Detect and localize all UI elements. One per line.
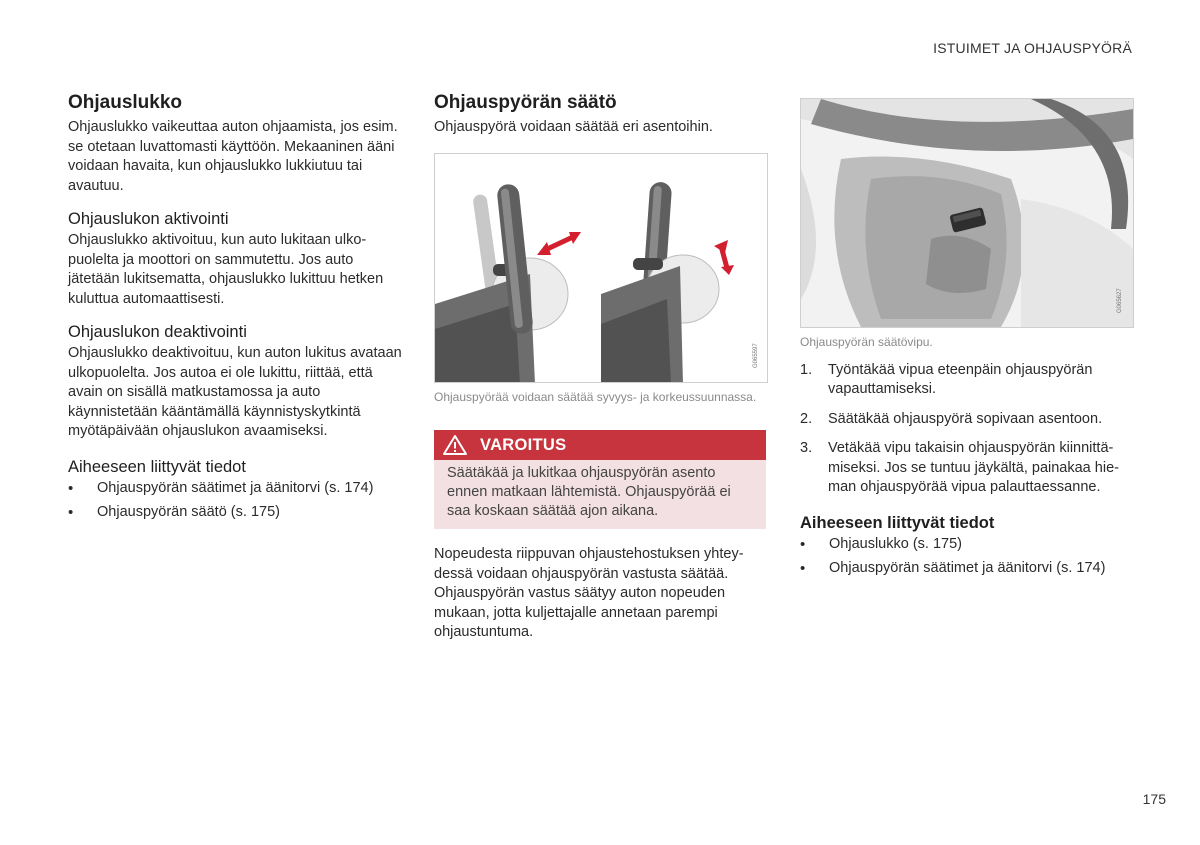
lever-illustration: [801, 99, 1133, 327]
step-number: 1.: [800, 361, 813, 378]
step-item: [800, 439, 1134, 498]
warning-triangle-icon: [442, 434, 468, 456]
figure-caption: Ohjauspyörää voidaan säätää syvyys- ja korkeussuunnassa.: [434, 389, 757, 404]
activation-text: Ohjauslukko aktivoituu, kun auto lukitaan ulkopuolelta ja moottori on sammutettu. Jos auto jätetään lukitsematta, ohjauslukko lukittuu hetken kuluttua automaattisesti.: [68, 232, 384, 307]
column-steering-lock: [68, 92, 403, 528]
warning-box: [434, 430, 766, 529]
step-text: Vetäkää vipu takaisin ohjauspyörän kiinnittämiseksi. Jos se tuntuu jäykältä, painakaa hieman ohjauspyörää vipua palauttaessanne.: [828, 440, 1119, 495]
figure-code: G065627: [1117, 288, 1123, 313]
related-heading: Aiheeseen liittyvät tiedot: [800, 513, 995, 532]
step-list: [800, 361, 1134, 498]
adjustment-title: Ohjauspyörän säätö: [434, 92, 617, 113]
steering-lock-intro: Ohjauslukko vaikeuttaa auton ohjaamista, jos esim. se otetaan luvattomasti käyttöön. Mekaaninen ääni voidaan havaita, kun ohjauslukko lukkiutuu tai avautuu.: [68, 119, 398, 194]
steering-lock-title: Ohjauslukko: [68, 92, 183, 113]
warning-text: Säätäkää ja lukitkaa ohjauspyörän asento ennen matkaan lähtemistä. Ohjauspyörää ei saa koskaan säätää ajon aikana.: [434, 460, 766, 529]
related-link[interactable]: • Ohjauspyörän säätö (s. 175): [68, 503, 403, 523]
column-lever: [800, 98, 1134, 584]
adjustment-body: Nopeudesta riippuvan ohjaustehostuksen yhteydessä voidaan ohjauspyörän vastusta säätää. Ohjauspyörän vastus säätyy auton nopeuden mukaan, jotta kuljettajalle annetaan parempi ohjaustuntuma.: [434, 546, 744, 640]
steering-adjust-figure: [434, 153, 768, 383]
figure-code: G065597: [753, 342, 759, 368]
step-text: Työntäkää vipua eteenpäin ohjauspyörän vapauttamiseksi.: [828, 361, 1093, 397]
deactivation-text: Ohjauslukko deaktivoituu, kun auton lukitus avataan ulkopuolelta. Jos autoa ei ole lukittu, riittää, että avain on sisällä matkustamossa ja auto käynnistetään kääntämällä käynnistyskytkintä myötäpäivään ohjauslukon avaamiseksi.: [68, 345, 402, 439]
related-link[interactable]: • Ohjauspyörän säätimet ja äänitorvi (s. 174): [68, 479, 403, 499]
steering-wheel-illustration: [435, 154, 767, 382]
column-steering-adjustment: [434, 92, 768, 643]
step-text: Säätäkää ohjauspyörä sopivaan asentoon.: [828, 410, 1103, 427]
step-number: 2.: [800, 410, 813, 427]
adjustment-intro: Ohjauspyörä voidaan säätää eri asentoihin.: [434, 119, 713, 135]
warning-header: [434, 430, 766, 460]
figure-caption: Ohjauspyörän säätövipu.: [800, 335, 933, 349]
deactivation-heading: Ohjauslukon deaktivointi: [68, 323, 247, 341]
section-header: ISTUIMET JA OHJAUSPYÖRÄ: [933, 40, 1132, 56]
step-item: [800, 361, 1134, 400]
activation-heading: Ohjauslukon aktivointi: [68, 210, 229, 228]
related-heading: Aiheeseen liittyvät tiedot: [68, 457, 246, 476]
related-link[interactable]: • Ohjauslukko (s. 175): [800, 535, 1134, 555]
lever-figure: [800, 98, 1134, 328]
step-item: [800, 410, 1134, 430]
step-number: 3.: [800, 440, 813, 456]
related-list: [68, 479, 403, 523]
warning-label: VAROITUS: [480, 435, 567, 454]
related-list: [800, 535, 1134, 579]
page-number: 175: [1142, 791, 1166, 807]
related-link[interactable]: • Ohjauspyörän säätimet ja äänitorvi (s. 174): [800, 559, 1134, 579]
